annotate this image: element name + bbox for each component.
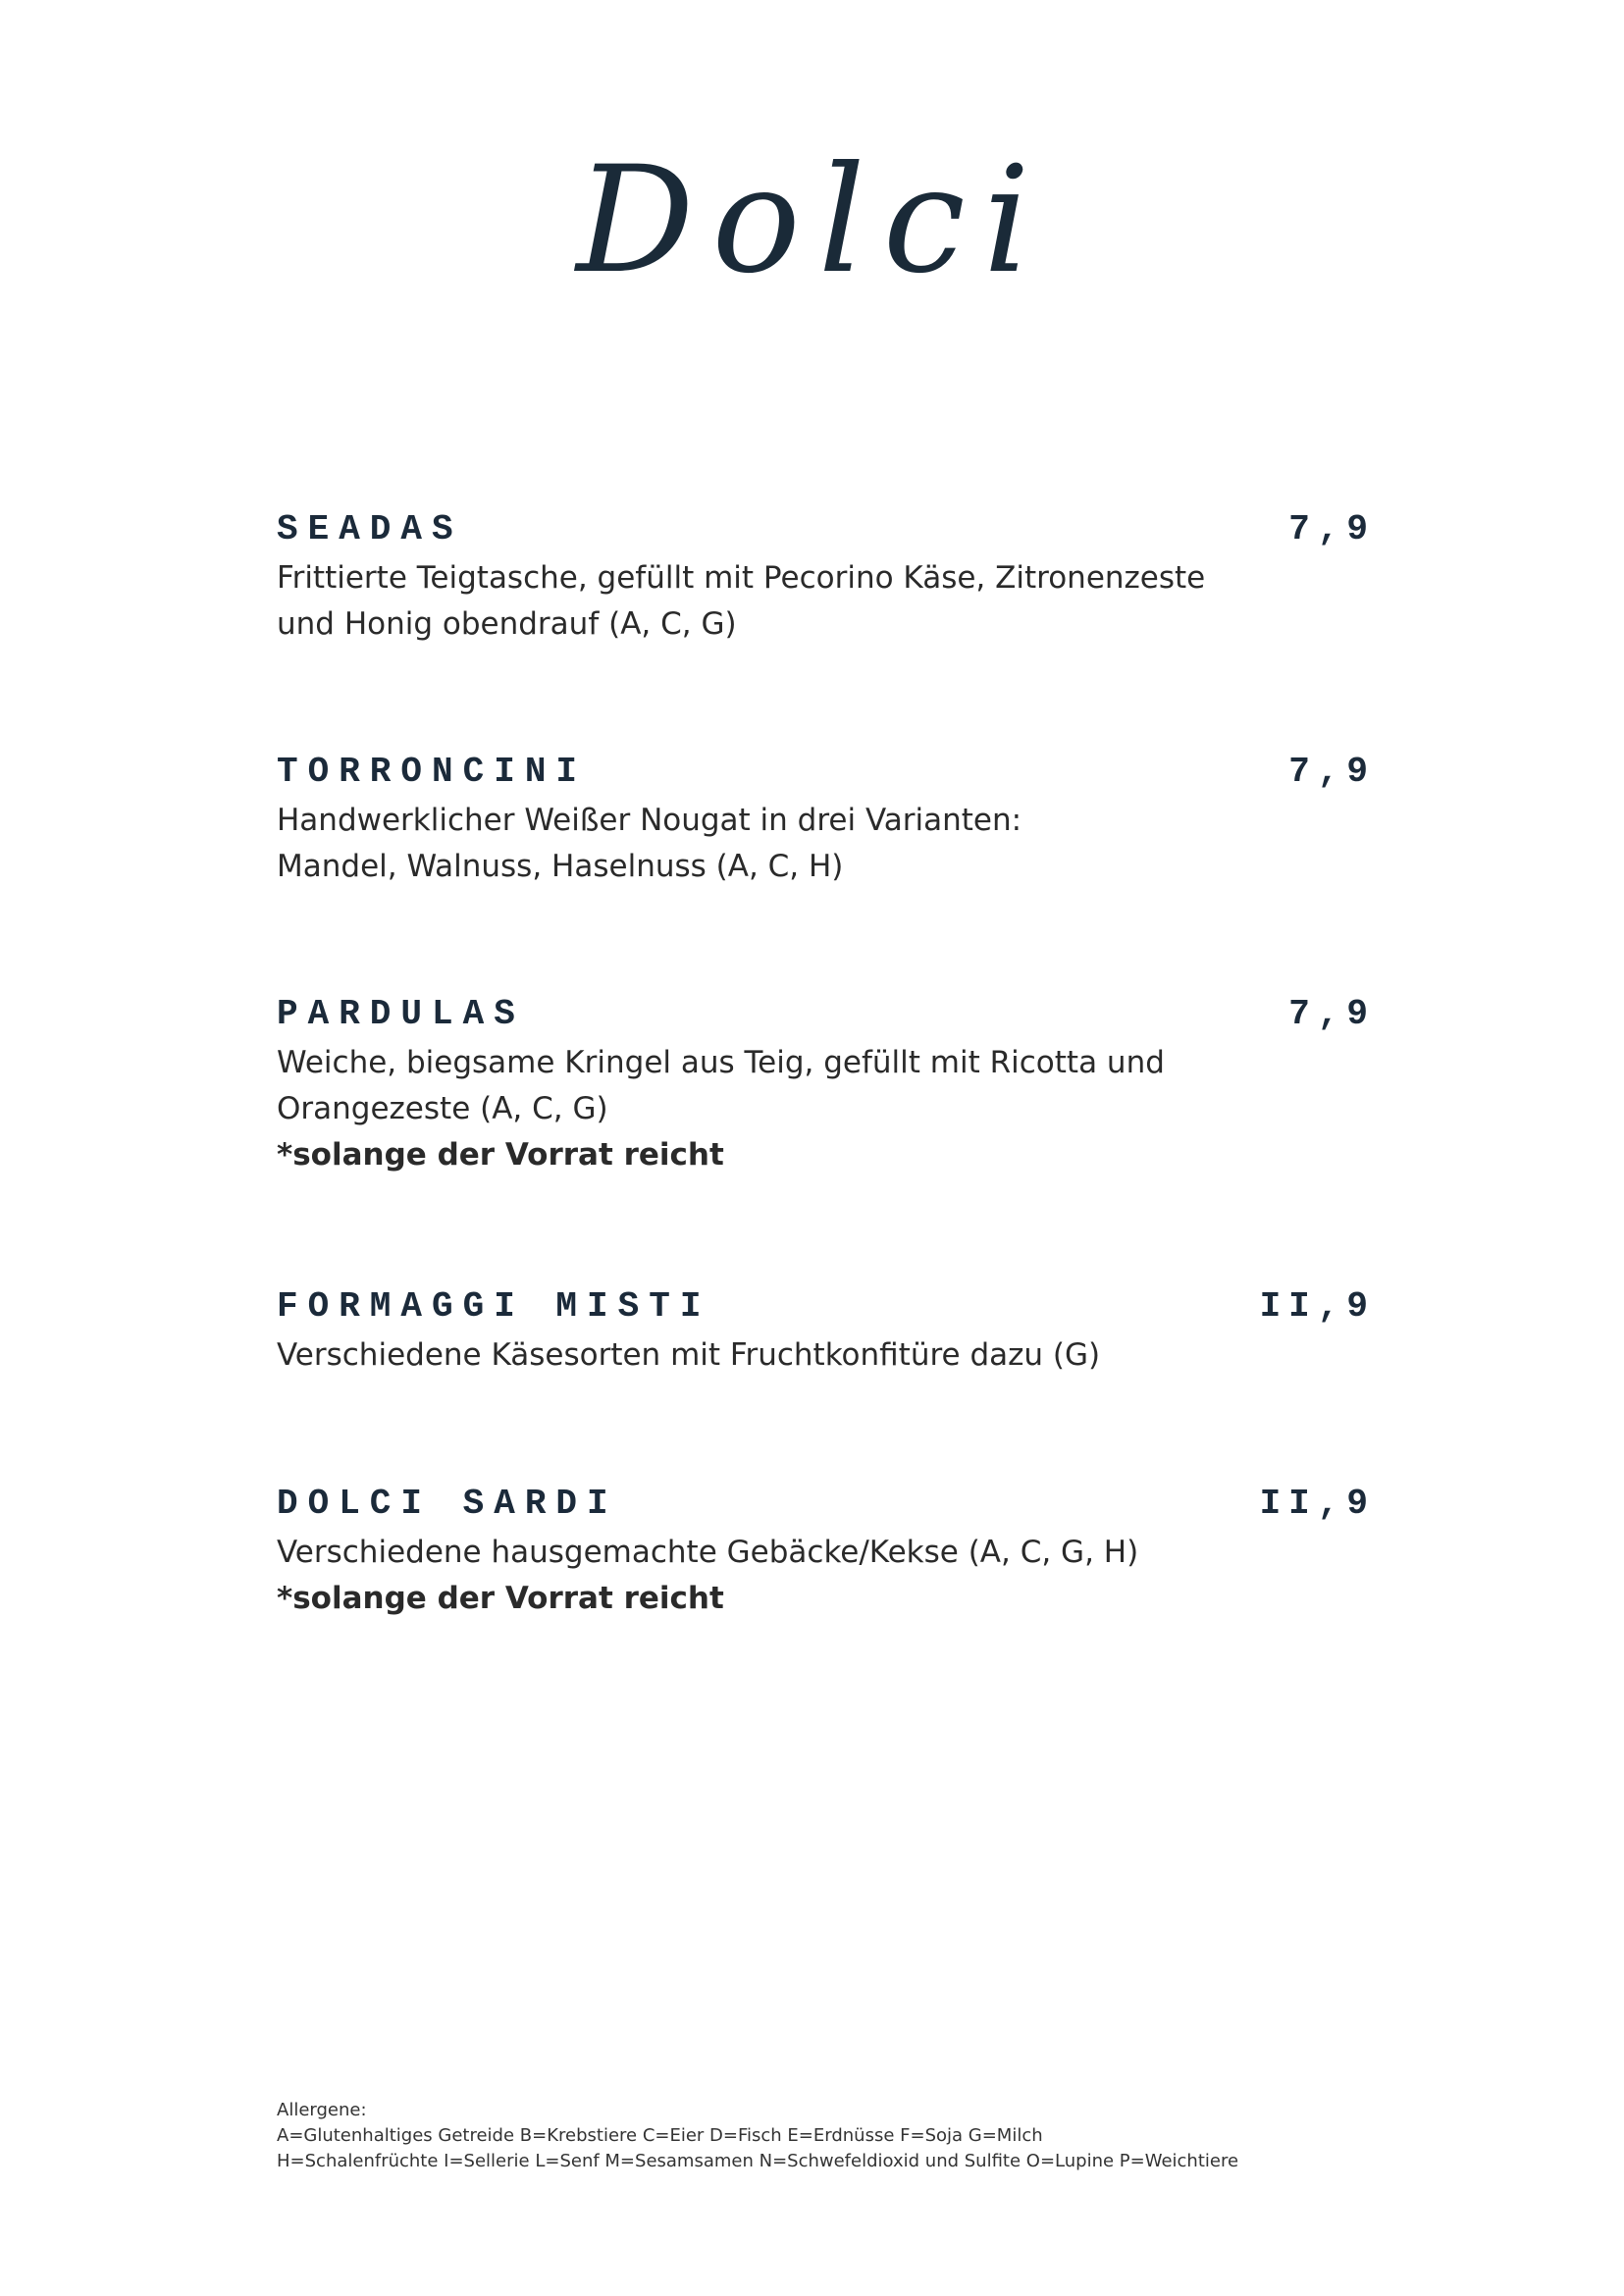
- menu-item-pardulas: [277, 991, 1376, 1178]
- allergen-label: Allergene:: [277, 2100, 367, 2120]
- item-description: [277, 1332, 1376, 1379]
- item-description-line: Verschiedene Käsesorten mit Fruchtkonfitüre dazu (G): [277, 1337, 1101, 1373]
- item-name: FORMAGGI MISTI: [277, 1286, 711, 1327]
- allergen-line-2: H=Schalenfrüchte I=Sellerie L=Senf M=Sesamsamen N=Schwefeldioxid und Sulfite O=Lupine P=Weichtiere: [277, 2151, 1239, 2171]
- item-description-line: Verschiedene hausgemachte Gebäcke/Kekse (A, C, G, H): [277, 1535, 1139, 1570]
- item-availability-note: *solange der Vorrat reicht: [277, 1581, 724, 1616]
- menu-item-formaggi-misti: [277, 1283, 1376, 1379]
- item-name: SEADAS: [277, 509, 463, 549]
- item-description-line: Mandel, Walnuss, Haselnuss (A, C, H): [277, 849, 844, 884]
- item-description: [277, 555, 1376, 648]
- item-description-line: Orangezeste (A, C, G): [277, 1091, 608, 1126]
- menu-item-header: [277, 1283, 1376, 1331]
- allergen-legend: [277, 2098, 1454, 2174]
- item-name: TORRONCINI: [277, 752, 588, 792]
- menu-item-header: [277, 1481, 1376, 1528]
- menu-item-header: [277, 749, 1376, 796]
- item-description-line: und Honig obendrauf (A, C, G): [277, 606, 737, 642]
- item-name: DOLCI SARDI: [277, 1484, 618, 1524]
- item-description-line: Handwerklicher Weißer Nougat in drei Varianten:: [277, 803, 1022, 838]
- menu-item-dolci-sardi: [277, 1481, 1376, 1622]
- item-name: PARDULAS: [277, 994, 525, 1034]
- menu-item-header: [277, 991, 1376, 1038]
- item-description: [277, 1040, 1376, 1132]
- item-price: 7,9: [1288, 509, 1376, 549]
- menu-item-seadas: [277, 506, 1376, 648]
- item-description: [277, 798, 1376, 890]
- allergen-line-1: A=Glutenhaltiges Getreide B=Krebstiere C=Eier D=Fisch E=Erdnüsse F=Soja G=Milch: [277, 2125, 1043, 2146]
- menu-item-torroncini: [277, 749, 1376, 890]
- page-title: Dolci: [576, 135, 1048, 306]
- item-price: 7,9: [1288, 752, 1376, 792]
- item-price: II,9: [1259, 1484, 1376, 1524]
- item-description: [277, 1530, 1376, 1576]
- item-availability-note: *solange der Vorrat reicht: [277, 1137, 724, 1173]
- item-description-line: Frittierte Teigtasche, gefüllt mit Pecorino Käse, Zitronenzeste: [277, 560, 1206, 596]
- menu-item-header: [277, 506, 1376, 553]
- item-price: 7,9: [1288, 994, 1376, 1034]
- item-price: II,9: [1259, 1286, 1376, 1327]
- item-description-line: Weiche, biegsame Kringel aus Teig, gefüllt mit Ricotta und: [277, 1045, 1165, 1080]
